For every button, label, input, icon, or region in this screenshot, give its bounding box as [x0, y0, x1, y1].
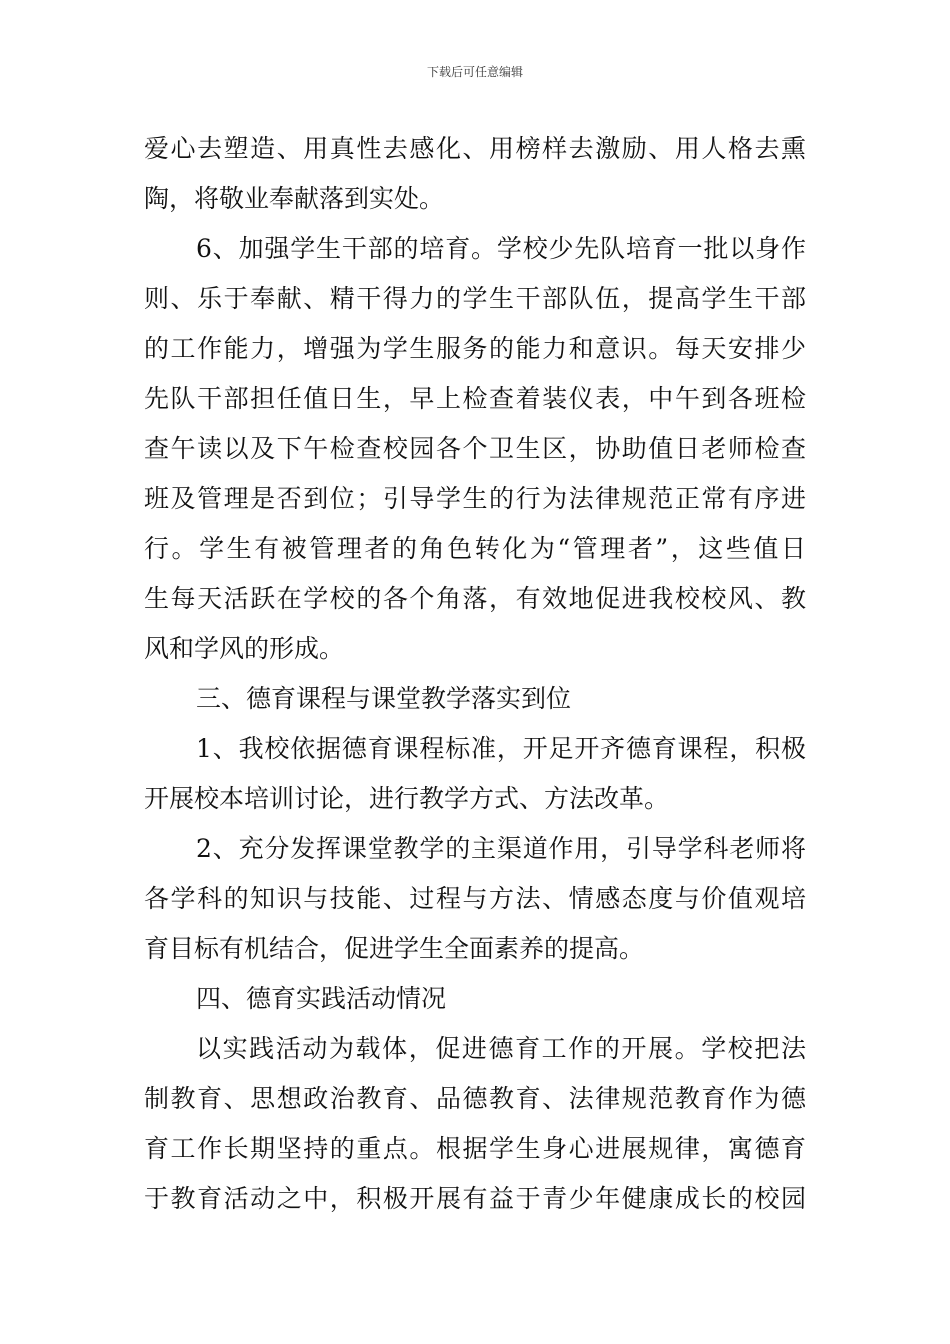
text-line: 行。学生有被管理者的角色转化为“管理者”，这些值日 — [144, 534, 806, 563]
text-line: 各学科的知识与技能、过程与方法、情感态度与价值观培 — [144, 884, 806, 913]
text-line: 2、充分发挥课堂教学的主渠道作用，引导学科老师将 — [196, 834, 806, 863]
text-line: 则、乐于奉献、精干得力的学生干部队伍，提高学生干部 — [144, 284, 806, 313]
text-line: 育目标有机结合，促进学生全面素养的提高。 — [144, 934, 645, 963]
text-line: 1、我校依据德育课程标准，开足开齐德育课程，积极 — [196, 734, 806, 763]
text-line: 育工作长期坚持的重点。根据学生身心进展规律，寓德育 — [144, 1134, 806, 1163]
text-line: 开展校本培训讨论，进行教学方式、方法改革。 — [144, 784, 670, 813]
text-line: 先队干部担任值日生，早上检查着装仪表，中午到各班检 — [144, 384, 806, 413]
section-heading: 三、德育课程与课堂教学落实到位 — [196, 684, 572, 713]
text-line: 爱心去塑造、用真性去感化、用榜样去激励、用人格去熏 — [144, 134, 806, 163]
text-line: 风和学风的形成。 — [144, 634, 345, 663]
document-body — [144, 124, 806, 1224]
text-line: 的工作能力，增强为学生服务的能力和意识。每天安排少 — [144, 334, 806, 363]
text-line: 以实践活动为载体，促进德育工作的开展。学校把法 — [196, 1034, 806, 1063]
text-line: 陶，将敬业奉献落到实处。 — [144, 184, 445, 213]
text-line: 制教育、思想政治教育、品德教育、法律规范教育作为德 — [144, 1084, 806, 1113]
text-line: 班及管理是否到位；引导学生的行为法律规范正常有序进 — [144, 484, 806, 513]
section-heading: 四、德育实践活动情况 — [196, 984, 447, 1013]
text-line: 于教育活动之中，积极开展有益于青少年健康成长的校园 — [144, 1184, 806, 1213]
text-line: 生每天活跃在学校的各个角落，有效地促进我校校风、教 — [144, 584, 806, 613]
text-line: 查午读以及下午检查校园各个卫生区，协助值日老师检查 — [144, 434, 806, 463]
page-header-note: 下载后可任意编辑 — [426, 65, 523, 79]
text-line: 6、加强学生干部的培育。学校少先队培育一批以身作 — [196, 234, 806, 263]
